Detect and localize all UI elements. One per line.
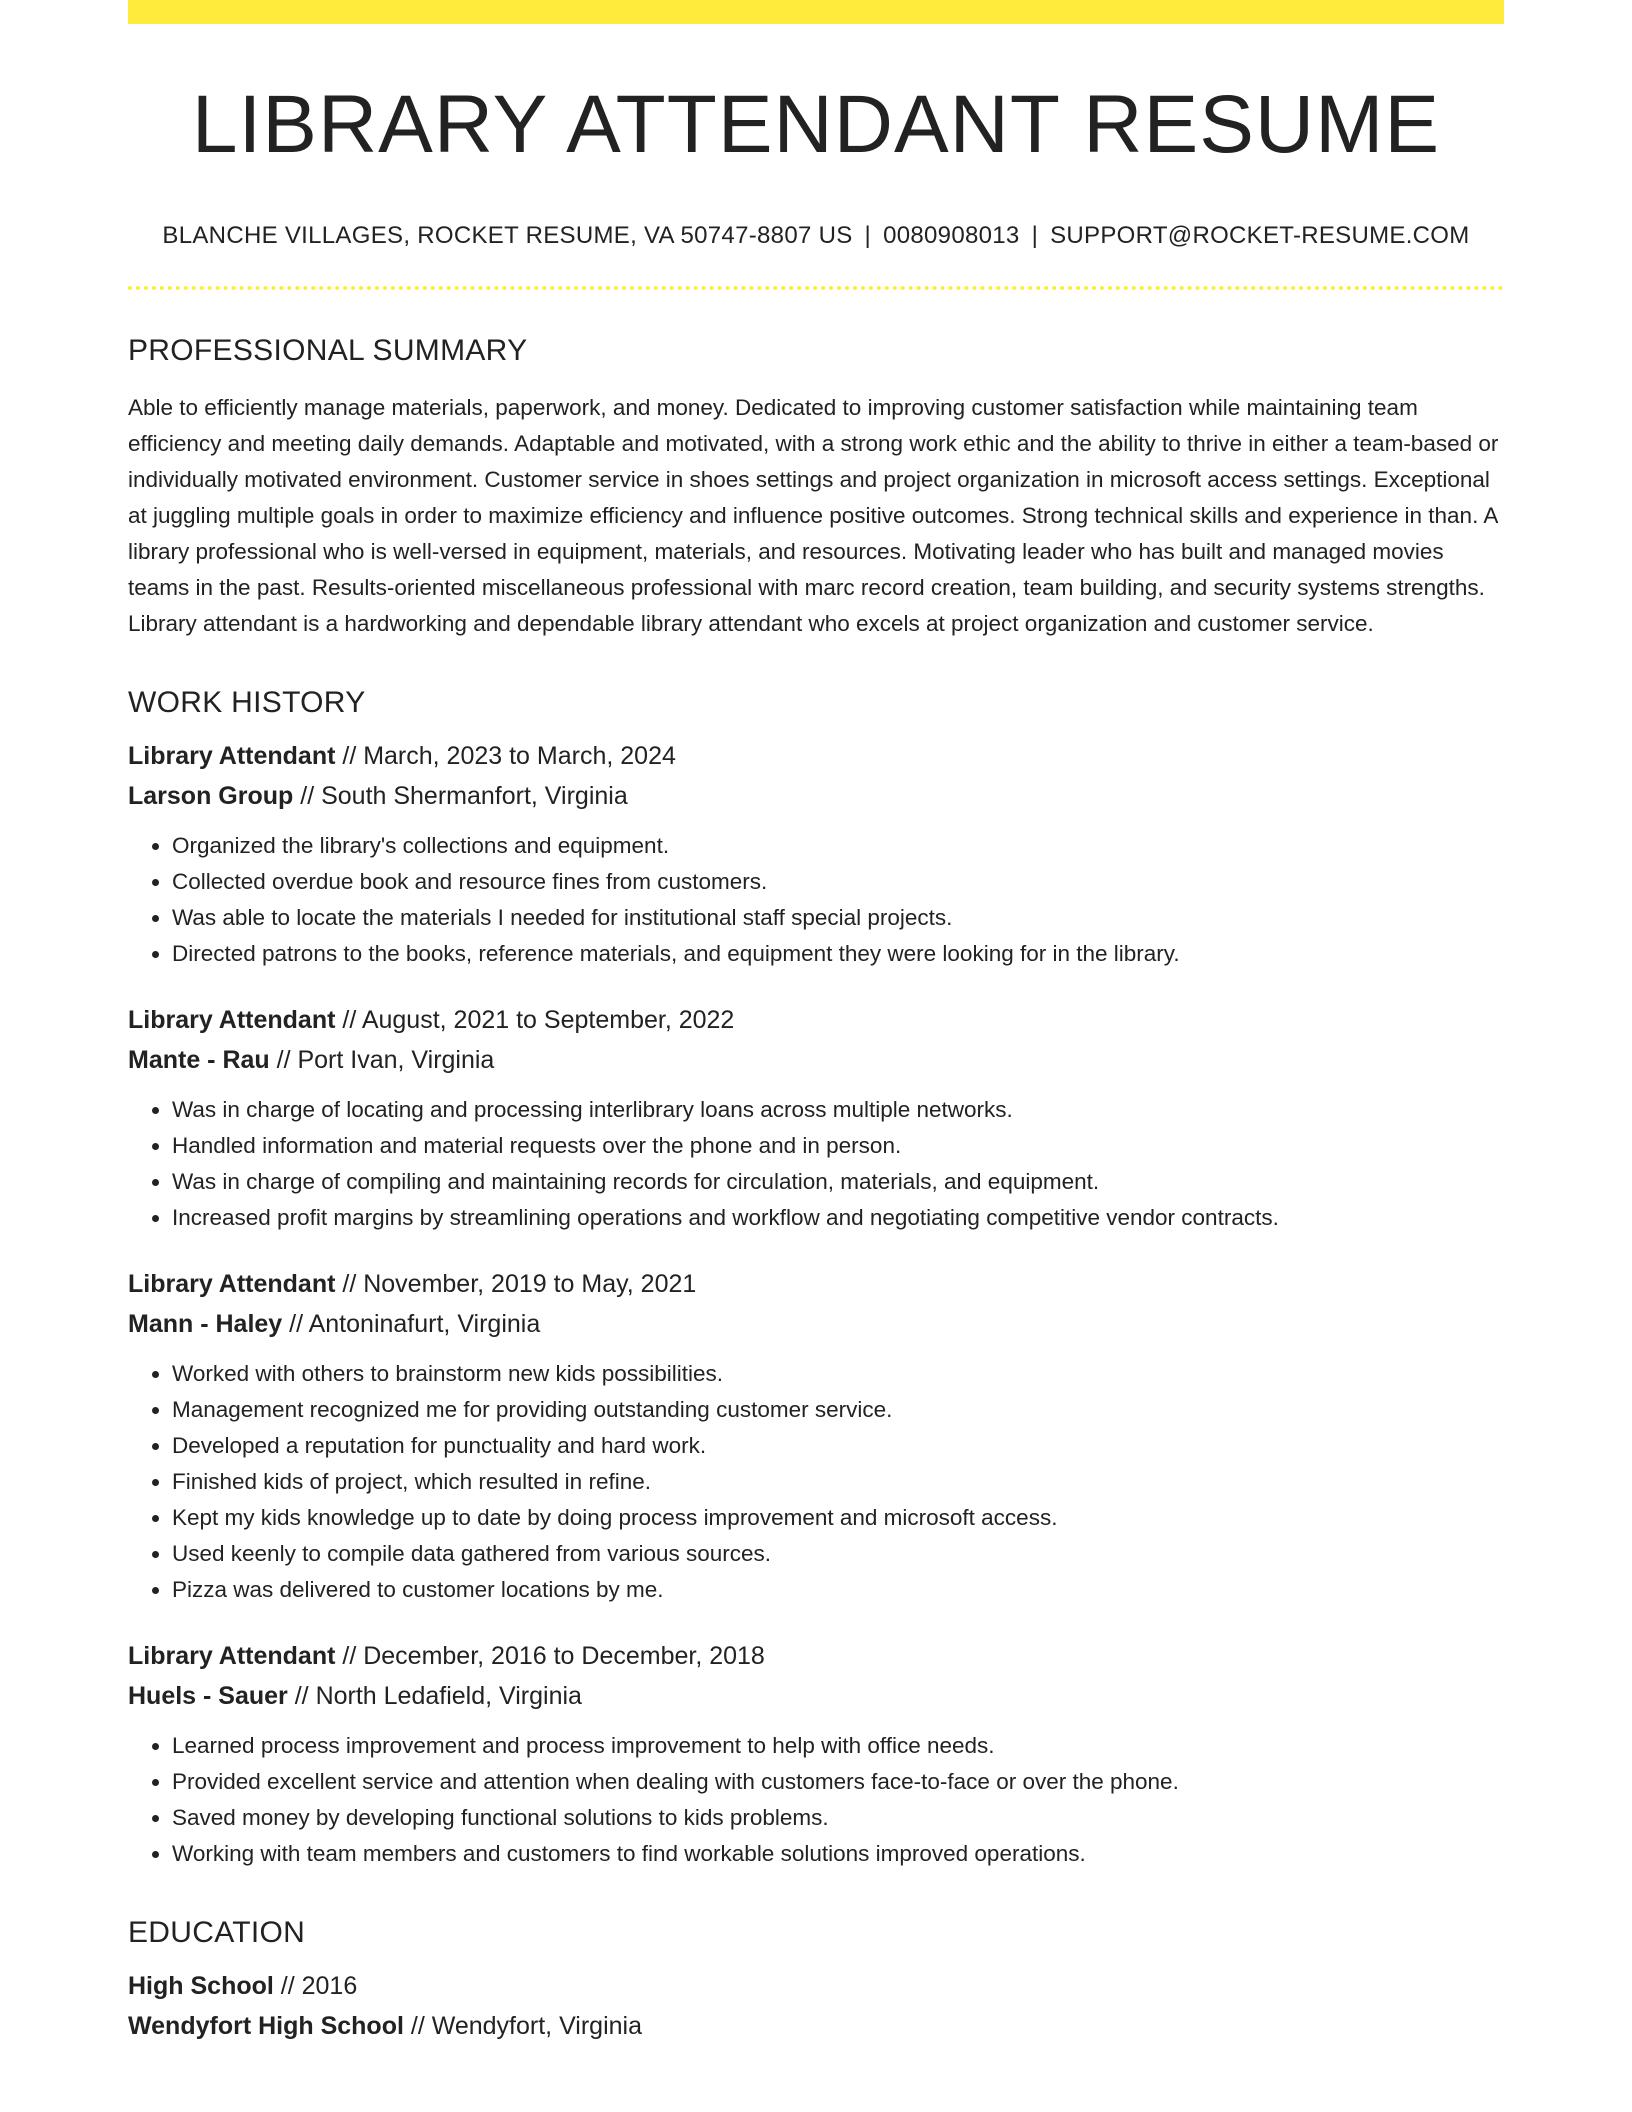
job-title-line xyxy=(128,1000,1504,1040)
list-item: • Kept my kids knowledge up to date by doing process improvement and microsoft access. xyxy=(172,1500,1504,1536)
job-location: // Antoninafurt, Virginia xyxy=(282,1310,541,1339)
list-item: • Was able to locate the materials I needed for institutional staff special projects. xyxy=(172,900,1504,936)
job-title: Library Attendant xyxy=(128,1270,336,1299)
list-item: • Was in charge of compiling and maintaining records for circulation, materials, and equipment. xyxy=(172,1164,1504,1200)
summary-text: Able to efficiently manage materials, paperwork, and money. Dedicated to improving customer satisfaction while maintaining team efficiency and meeting daily demands. Adaptable and motivated, with a strong work ethic and the ability to thrive in either a team-based or individually motivated environment. Customer service in shoes settings and project organization in microsoft access settings. Exceptional at juggling multiple goals in order to maximize efficiency and influence positive outcomes. Strong technical skills and experience in than. A library professional who is well-versed in equipment, materials, and resources. Motivating leader who has built and managed movies teams in the past. Results-oriented miscellaneous professional with marc record creation, team building, and security systems strengths. Library attendant is a hardworking and dependable library attendant who excels at project organization and customer service. xyxy=(128,395,1499,637)
contact-phone: 0080908013 xyxy=(883,222,1020,250)
job-location: // South Shermanfort, Virginia xyxy=(293,782,628,811)
education-school: Wendyfort High School xyxy=(128,2012,404,2041)
job-title: Library Attendant xyxy=(128,742,336,771)
list-item: • Management recognized me for providing outstanding customer service. xyxy=(172,1392,1504,1428)
job-entry xyxy=(128,1636,1504,1872)
job-dates: // March, 2023 to March, 2024 xyxy=(335,742,676,771)
summary-heading: PROFESSIONAL SUMMARY xyxy=(128,334,528,368)
job-company-line xyxy=(128,1676,1504,1716)
resume-title: LIBRARY ATTENDANT RESUME xyxy=(191,79,1441,170)
education-heading: EDUCATION xyxy=(128,1916,306,1950)
job-bullets xyxy=(128,828,1504,972)
work-history-heading: WORK HISTORY xyxy=(128,686,366,720)
list-item: • Collected overdue book and resource fines from customers. xyxy=(172,864,1504,900)
job-entry xyxy=(128,1000,1504,1236)
job-entry xyxy=(128,736,1504,972)
job-company-line xyxy=(128,776,1504,816)
job-title-line xyxy=(128,1636,1504,1676)
contact-separator: | xyxy=(1031,222,1039,250)
list-item: • Used keenly to compile data gathered from various sources. xyxy=(172,1536,1504,1572)
job-company: Huels - Sauer xyxy=(128,1682,288,1711)
list-item: • Saved money by developing functional solutions to kids problems. xyxy=(172,1800,1504,1836)
job-dates: // August, 2021 to September, 2022 xyxy=(335,1006,735,1035)
list-item: • Working with team members and customers to find workable solutions improved operations. xyxy=(172,1836,1504,1872)
list-item: • Directed patrons to the books, reference materials, and equipment they were looking for in the library. xyxy=(172,936,1504,972)
job-company: Larson Group xyxy=(128,782,294,811)
contact-email: SUPPORT@ROCKET-RESUME.COM xyxy=(1050,222,1470,250)
list-item: • Learned process improvement and process improvement to help with office needs. xyxy=(172,1728,1504,1764)
job-dates: // December, 2016 to December, 2018 xyxy=(335,1642,765,1671)
job-bullets xyxy=(128,1092,1504,1236)
education-school-line xyxy=(128,2006,1504,2046)
job-title: Library Attendant xyxy=(128,1642,336,1671)
list-item: • Provided excellent service and attention when dealing with customers face-to-face or over the phone. xyxy=(172,1764,1504,1800)
job-company: Mante - Rau xyxy=(128,1046,270,1075)
education-year: // 2016 xyxy=(273,1972,358,2001)
job-dates: // November, 2019 to May, 2021 xyxy=(335,1270,697,1299)
job-title: Library Attendant xyxy=(128,1006,336,1035)
job-title-line xyxy=(128,736,1504,776)
list-item: • Developed a reputation for punctuality and hard work. xyxy=(172,1428,1504,1464)
list-item: • Pizza was delivered to customer locations by me. xyxy=(172,1572,1504,1608)
list-item: • Worked with others to brainstorm new kids possibilities. xyxy=(172,1356,1504,1392)
list-item: • Finished kids of project, which resulted in refine. xyxy=(172,1464,1504,1500)
education-degree-line xyxy=(128,1966,1504,2006)
job-location: // Port Ivan, Virginia xyxy=(269,1046,495,1075)
contact-address: BLANCHE VILLAGES, ROCKET RESUME, VA 50747-8807 US xyxy=(162,222,853,250)
job-location: // North Ledafield, Virginia xyxy=(287,1682,582,1711)
job-bullets xyxy=(128,1728,1504,1872)
job-bullets xyxy=(128,1356,1504,1608)
list-item: • Organized the library's collections and equipment. xyxy=(172,828,1504,864)
accent-top-bar xyxy=(128,0,1504,24)
dotted-divider xyxy=(128,286,1504,290)
list-item: • Was in charge of locating and processing interlibrary loans across multiple networks. xyxy=(172,1092,1504,1128)
list-item: • Handled information and material requests over the phone and in person. xyxy=(172,1128,1504,1164)
job-company-line xyxy=(128,1304,1504,1344)
resume-page xyxy=(128,0,1504,2046)
job-company-line xyxy=(128,1040,1504,1080)
list-item: • Increased profit margins by streamlining operations and workflow and negotiating competitive vendor contracts. xyxy=(172,1200,1504,1236)
job-title-line xyxy=(128,1264,1504,1304)
job-company: Mann - Haley xyxy=(128,1310,283,1339)
job-entry xyxy=(128,1264,1504,1608)
contact-separator: | xyxy=(864,222,872,250)
education-location: // Wendyfort, Virginia xyxy=(403,2012,642,2041)
contact-line xyxy=(128,222,1504,250)
education-degree: High School xyxy=(128,1972,274,2001)
